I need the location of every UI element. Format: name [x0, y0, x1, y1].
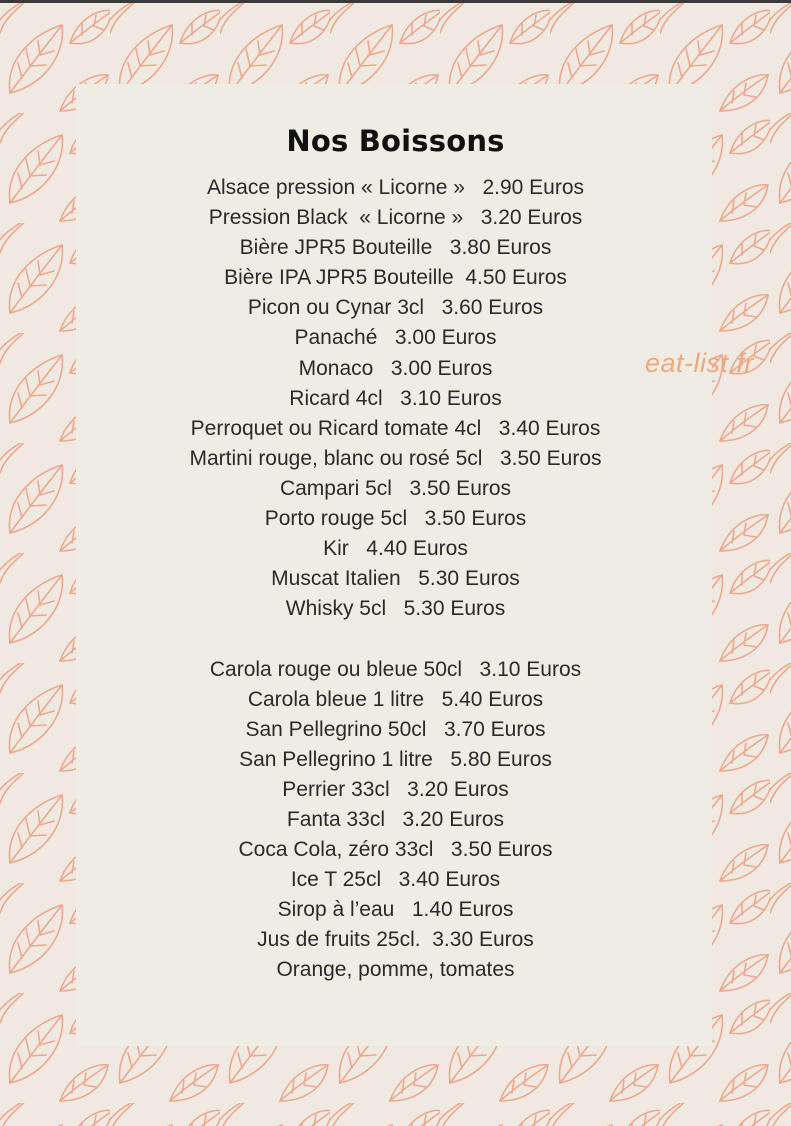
menu-item: Bière JPR5 Bouteille 3.80 Euros — [239, 236, 552, 260]
menu-item: Orange, pomme, tomates — [276, 958, 515, 982]
menu-item: Whisky 5cl 5.30 Euros — [285, 597, 506, 621]
menu-item: San Pellegrino 50cl 3.70 Euros — [245, 717, 546, 741]
menu-item: Jus de fruits 25cl. 3.30 Euros — [257, 928, 534, 952]
menu-item: Carola bleue 1 litre 5.40 Euros — [247, 687, 544, 711]
menu-item: Muscat Italien 5.30 Euros — [271, 567, 520, 591]
menu-item: Alsace pression « Licorne » 2.90 Euros — [206, 176, 585, 199]
menu-item: Campari 5cl 3.50 Euros — [279, 476, 512, 500]
menu-item: Ice T 25cl 3.40 Euros — [290, 868, 501, 892]
page-title: Nos Boissons — [286, 124, 505, 158]
soft-drinks-list — [0, 655, 791, 986]
menu-item: Carola rouge ou bleue 50cl 3.10 Euros — [209, 657, 582, 681]
menu-item: Bière IPA JPR5 Bouteille 4.50 Euros — [224, 266, 567, 290]
menu-item: Sirop à l’eau 1.40 Euros — [277, 898, 514, 922]
menu-item: Coca Cola, zéro 33cl 3.50 Euros — [238, 838, 553, 862]
menu-item: Picon ou Cynar 3cl 3.60 Euros — [247, 296, 544, 320]
menu-item: Ricard 4cl 3.10 Euros — [289, 386, 502, 410]
section-spacer — [0, 624, 791, 654]
drinks-menu — [0, 173, 791, 986]
drinks-list — [0, 173, 791, 624]
menu-item: Perrier 33cl 3.20 Euros — [282, 777, 509, 801]
menu-item: Monaco 3.00 Euros — [298, 356, 493, 380]
watermark: eat-list.fr — [645, 348, 755, 378]
menu-item: Porto rouge 5cl 3.50 Euros — [264, 507, 527, 531]
menu-item: Perroquet ou Ricard tomate 4cl 3.40 Euros — [190, 416, 601, 440]
menu-item: Panaché 3.00 Euros — [294, 326, 497, 350]
menu-item: Martini rouge, blanc ou rosé 5cl 3.50 Euros — [189, 446, 602, 470]
menu-item: Kir 4.40 Euros — [323, 537, 468, 561]
menu-item: San Pellegrino 1 litre 5.80 Euros — [239, 747, 552, 771]
menu-item: Pression Black « Licorne » 3.20 Euros — [208, 206, 583, 230]
menu-item: Fanta 33cl 3.20 Euros — [286, 807, 505, 831]
